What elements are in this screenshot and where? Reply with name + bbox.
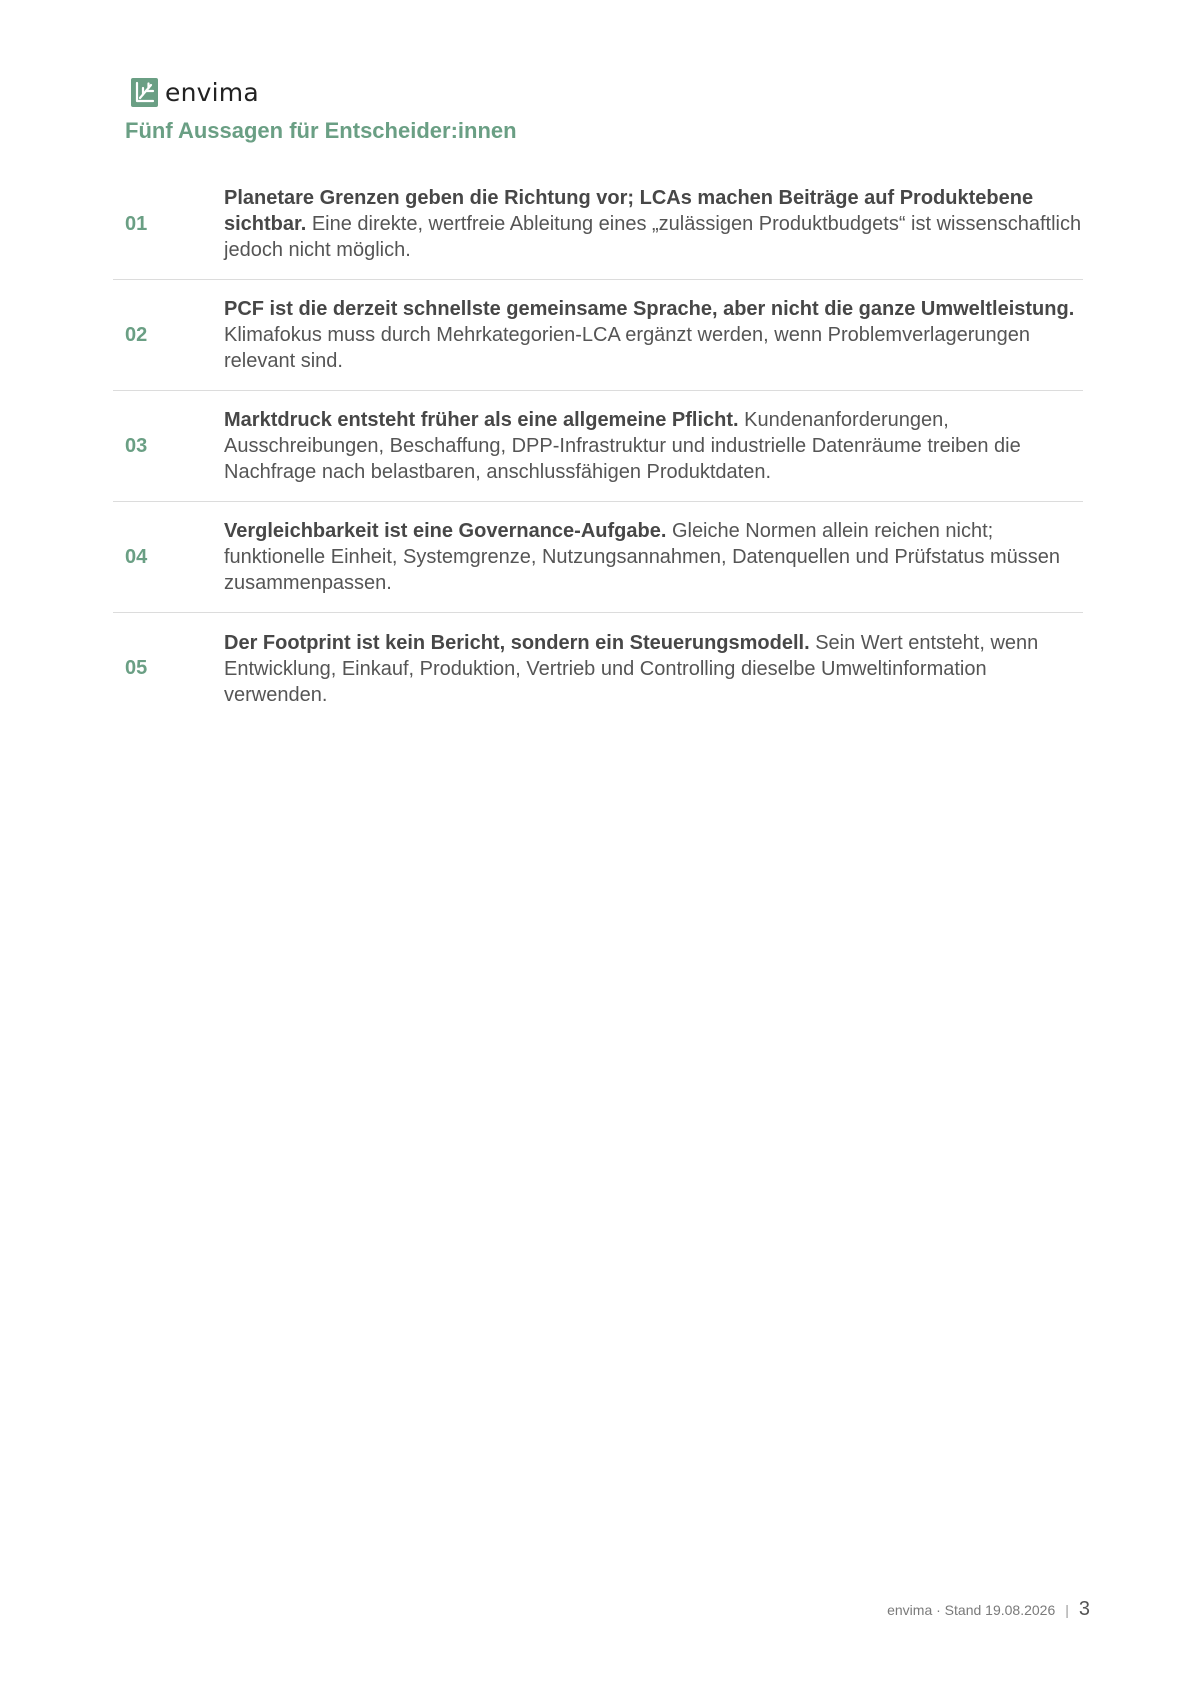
statement-body: Eine direkte, wertfreie Ableitung eines „zulässigen Produktbudgets“ ist wissenschaftlich jedoch nicht möglich. [224, 213, 1082, 261]
leaf-icon [131, 78, 158, 107]
statement-item [113, 502, 1083, 613]
statement-lead: PCF ist die derzeit schnellste gemeinsame Sprache, aber nicht die ganze Umweltleistung. [224, 298, 1075, 320]
page-number: 3 [1078, 1598, 1090, 1620]
statement-text [224, 407, 1083, 485]
page-header [131, 78, 259, 107]
statement-number: 04 [125, 545, 148, 568]
statements-list [113, 169, 1083, 724]
logo-text: envima [165, 78, 259, 107]
statement-body: Klimafokus muss durch Mehrkategorien-LCA ergänzt werden, wenn Problemverlagerungen relevant sind. [224, 324, 1030, 372]
statement-number: 01 [125, 212, 148, 235]
statement-text [224, 185, 1083, 263]
page-footer [887, 1598, 1090, 1621]
statement-lead: Der Footprint ist kein Bericht, sondern ein Steuerungsmodell. [224, 631, 810, 654]
statement-lead: Planetare Grenzen geben die Richtung vor; LCAs machen Beiträge auf Produktebene sichtbar. [224, 187, 1034, 235]
statement-item [113, 169, 1083, 280]
footer-text: envima · Stand 19.08.2026 [887, 1602, 1056, 1618]
statement-lead: Vergleichbarkeit ist eine Governance-Aufgabe. [224, 520, 667, 542]
section-title: Fünf Aussagen für Entscheider:innen [125, 118, 517, 143]
statement-text [224, 518, 1083, 596]
statement-item [113, 613, 1083, 724]
statement-body: Gleiche Normen allein reichen nicht; funktionelle Einheit, Systemgrenze, Nutzungsannahmen, Datenquellen und Prüfstatus müssen zusammenpassen. [224, 520, 1061, 594]
statement-number: 03 [125, 434, 148, 457]
statement-number: 02 [125, 323, 148, 346]
statement-body: Sein Wert entsteht, wenn Entwicklung, Einkauf, Produktion, Vertrieb und Controlling dieselbe Umweltinformation verwenden. [224, 631, 1039, 706]
statement-text [224, 296, 1083, 374]
statement-text [224, 630, 1083, 708]
statement-item [113, 391, 1083, 502]
statement-number: 05 [125, 657, 148, 679]
statement-body: Kundenanforderungen, Ausschreibungen, Beschaffung, DPP-Infrastruktur und industrielle Datenräume treiben die Nachfrage nach belastbaren, anschlussfähigen Produktdaten. [224, 409, 1021, 483]
statement-item [113, 280, 1083, 391]
footer-separator: | [1065, 1602, 1069, 1618]
statement-lead: Marktdruck entsteht früher als eine allgemeine Pflicht. [224, 409, 739, 431]
